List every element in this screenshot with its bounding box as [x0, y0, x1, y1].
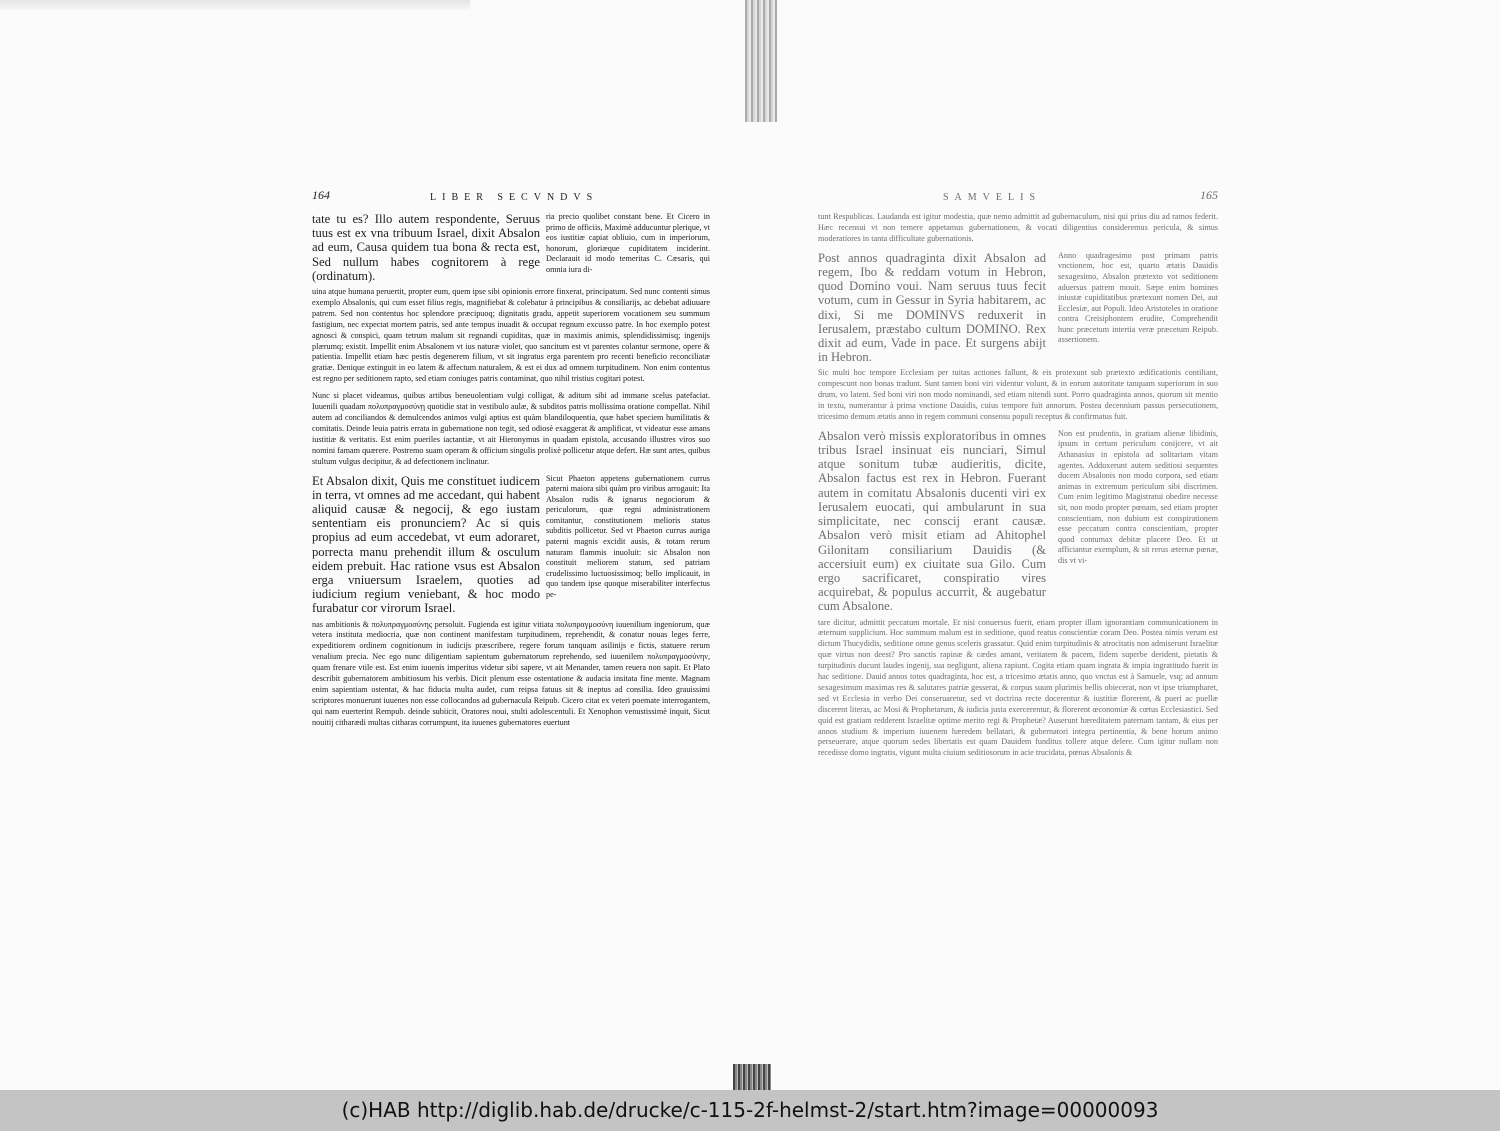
left-gloss-1: ria precio quolibet constant bene. Et Cicero in primo de officiis, Maximè adducuntur plerique, vt eos iustitiæ capiat obliuio, cum in imperiorum, honorum, gloriæque cupiditatem inciderint. Declarauit id modo temeritas C. Cæsaris, qui omnia iura di- [546, 212, 711, 274]
footer-credit: (c)HAB http://diglib.hab.de/drucke/c-115-2f-helmst-2/start.htm?image=00000093 [341, 1098, 1159, 1122]
left-commentary-3: nas ambitionis & πολυπραγμοσύνης persoluit. Fugienda est igitur vitiata πολυπραγμοσύνη iuuenilium ingeniorum, quæ vetera instituta mediocria, quæ non continent manifestam turpitudinem, reprehendit, & conatur nouas leges ferre, expeditiorem ordinem cognitionum in iudicijs præscribere, regere forum tanquam asilinijs e fictis, statuere rerum venalium precia. Nec ego nunc diligentiam sapientum gubernatorum reprehendo, sed iuuenilem πολυπραγμοσύνην, quam frenare vtile est. Est enim iuuenis imperitus videtur sibi sapere, vt ait Menander, tamen reuera non sapit. Et Plato describit gubernatorem ambitiosum his verbis. Dicit plenum esse ostentatione & audacia insitata fine mente. Magnam enim sapientiam ostentat, & hac fiducia multa audet, cum reipsa fatuus sit & ineptus ad consilia. Ideo grauissimi scriptores monuerunt iuuenes non esse collocandos ad gubernacula Reipub. Cicero citat ex veteri poemate interrogantem, qui nam euerterint Rempub. deinde subiicit, Oratores noui, stulti adolescentuli. Et Xenophon venustissimè inquit, Sicut nouitij citharædi multas citharas corrumpunt, ita iuuenes gubernatores euertunt [312, 619, 710, 727]
right-running-title: SAMVELIS [943, 192, 1042, 203]
right-commentary-2: Sic multi hoc tempore Ecclesiam per tuitas actiones fallunt, & eis protexunt sub prætexto ædificationis contiliant, compescunt non bonas tradunt. Sunt tamen boni viri videntur volunt, & in eorum autoritate tanquam superiorum in suo drum, vo latent. Sed boni viri non modo nominandi, sed etiam nitendi sunt. Porro quadraginta annos, quorum sit mentio in textu, numerantur à prima vnctione Dauidis, cuius tempore fuit annorum. Postea decennium passus persecutionem, tricesimo demum ætatis anno in regem communi consensu populi receptus & confirmatus fuit. [818, 368, 1218, 421]
scan-edge-strip [0, 0, 470, 10]
left-running-head [312, 190, 710, 212]
left-page-number: 164 [312, 188, 330, 202]
left-commentary-1: uina atque humana peruertit, propter eum, quem ipse sibi opinionis errore finxerat, principatum. Sed nunc contenti simus exemplo Absalonis, qui cum esset filius regis, magnifiebat & colebatur à principibus & consiliarijs, ac debebat adiuuare patrem. Sed non contentus hoc splendore præcipuoq; dignitatis gradu, appetit superiorem vocationem seu summum fastigium, nec expectat mortem patris, sed ante tempus inuadit & occupat regnum excusso patre. In hoc exemplo potest agnosci & conspici, quam tetrum malum sit regnandi cupiditas, quæ in maximis animis, splendidissimisq; ingenijs plærumq; existit. Impellit enim Absalonem vt ius naturæ violet, quo sancitum est vt parentes colantur sermone, opere & patientia. Impellit etiam hæc pestis degenerem filium, vt sit ingratus erga parentem pro recenti beneficio reconciliatæ gratiæ. Denique extinguit in eo latem & affectum naturalem, & est ei dux ad omnem turpitudinem. Non enim contentus est regno per seditionem rapto, sed etiam coniuges patris contaminat, quo nihil tristius cogitari potest. [312, 287, 710, 384]
left-block-2 [312, 474, 710, 616]
left-commentary-2: Nunc si placet videamus, quibus artibus beneuolentiam vulgi colligat, & aditum sibi ad immane scelus patefaciat. Iuuenili quadam πολυπραγμοσύνῃ quotidie stat in vestibulo aulæ, & subditos patris mollissima oratione compellat. Nihil autem ad conciliandos & demulcendos animos vulgi aptius est quàm blandiloquentia, quæ habet speciem humilitatis & comitatis. Deinde leuia patris errata in gubernatione non tegit, sed odiosè exaggerat & amplificat, vt videatur esse amans iustitiæ & veritatis. Est enim pueriles iactantiæ, vt ait Hieronymus in quadam epistola, accusando illustres viros suo nomini famam quærere. Postremo suam operam & officium singulis prolixè pollicetur atque defert. Hæ sunt artes, quibus stultum vulgus decipitur, & ad defectionem inclinatur. [312, 391, 710, 466]
left-block-1 [312, 212, 710, 283]
right-block-2 [818, 429, 1218, 614]
right-commentary-3: tare dicitur, admittit peccatum mortale. Et nisi conuersus fuerit, etiam propter illam ignorantiam communicationem in æternum supplicium. Hoc summum malum est in seditione, quod reatus conscientiæ coram Deo. Postea nimis verum est dictum Thucydidis, seditione omne genus sceleris grassatur. Quid enim turpitudinis & atrocitatis non admiserunt Israelitæ quæ virtus non deest? Pro sanctis rapinæ & cædes amant, veritatem & pacem, fidem superbe derident, pietatis & turpitudinis ducunt laudes ingenij, sua negligunt, aliena rapiunt. Cogita etiam quam ingrata & impia ingratitudo fuerit in hac seditione. Dauid annos totos quadraginta, hoc est, a tricesimo ætatis anno, quo vnctus est à Samuele, vsq; ad annum sexagesimum maximas res & salutares patriæ gesserat, & corpus suum plurimis bellis obiecerat, non vt ipse triumpharet, sed vt Ecclesia in verbo Dei conseruaretur, sed vt doctrina recte docerentur & iustitiæ florerent, & pueri ac puellæ discerent literas, ac Mosi & Prophetarum, & iudicia justa exercerentur, & florerent œconomiæ & cœtus Ecclesiastici. Sed quid est gratiam redderent Israelitæ optime merito regi & Prophetæ? Auserunt hæreditatem paternam tantam, & eius per annos studium & imperium iuuenem hæredem bellatari, & gubernatori integra pertinentia, & bene horum animo perseuerare, atque quorum sedes libertatis est quam Dauidem funditus tollere atque delere. Cum igitur nullam non recedisse domo ingratis, vigunt multa ciuium seditiosorum in acie trucidata, pœnas Absalonis & [818, 617, 1218, 758]
right-main-text-1: Post annos quadraginta dixit Absalon ad regem, Ibo & reddam votum in Hebron, quod Domino voui. Nam seruus tuus fecit votum, cum in Gessur in Syria habitarem, ac dixi, Si me DOMINVS reduxerit in Ierusalem, præstabo cultum DOMINO. Rex dixit ad eum, Vade in pace. Et surgens abijt in Hebron. [818, 250, 1046, 365]
left-running-title: LIBER SECVNDVS [430, 192, 599, 203]
left-page [312, 190, 710, 735]
right-running-head [818, 190, 1218, 212]
scan-bottom-mark [733, 1064, 771, 1090]
book-binding [745, 0, 777, 122]
footer-credit-bar [0, 1090, 1500, 1131]
right-page-number: 165 [1200, 188, 1218, 202]
right-block-1 [818, 251, 1218, 365]
right-gloss-1: Anno quadragesimo post primam patris vnctionem, hoc est, quarto ætatis Dauidis sexagesimo, Absalon prætexto vot seditionem aduersus patrem mouit. Sæpe enim homines iniustæ cupiditatibus prætexunt nomen Dei, aut Ecclesiæ, aut Populi. Ideo Aristoteles in oratione contra Creisiphontem erudite, Comprehendit hunc præcetum intertia veræ præcetum Reipub. assertionem. [1058, 250, 1218, 345]
right-main-text-2: Absalon verò missis exploratoribus in omnes tribus Israel insinuat eis nunciari, Simul atque sonitum tubæ audieritis, dicite, Absalon factus est rex in Hebron. Fuerant autem in comitatu Absalonis ducenti viri ex Ierusalem euocati, qui ambularunt in sua simplicitate, nec conscij erant causæ. Absalon verò misit etiam ad Ahitophel Gilonitam consiliarium Dauidis (& accersiuit eum) ex ciuitate sua Gilo. Cum ergo sacrificaret, conspiratio vires acquirebat, & populus accurrit, & augebatur cum Absalone. [818, 428, 1046, 614]
left-main-text-2: Et Absalon dixit, Quis me constituet iudicem in terra, vt omnes ad me accedant, qui habent aliquid causæ & negocij, & ego iustam sententiam eis pronunciem? Ac si quis propius ad eum accedebat, vt eum adoraret, porrecta manu prehendit illum & osculum eidem prebuit. Hac ratione vsus est Absalon erga vniuersum Israelem, quoties ad iudicium regium veniebant, & hoc modo furabatur cor virorum Israel. [312, 473, 540, 616]
left-main-text-1: tate tu es? Illo autem respondente, Seruus tuus est ex vna tribuum Israel, dixit Absalon ad eum, Causa quidem tua bona & recta est, Sed nullum habes cognitorem à rege (ordinatum). [312, 212, 540, 283]
left-gloss-2: Sicut Phaeton appetens gubernationem currus paterni maiora sibi quàm pro viribus arrogauit: Ita Absalon rudis & ignarus negociorum & periculorum, quæ regni administrationem comitantur, constitutionem melioris status subditis pollicetur. Sed vt Phaeton currus auriga paterni magnis excidit ausis, & totam rerum naturam flammis inuoluit: sic Absalon non constituit meliorem statum, sed patriam crudelissimo luctuosissimoq; bello implicauit, in quo tandem ipse quoque miserabiliter interfectus pe- [546, 473, 710, 600]
right-gloss-2: Non est prudentis, in gratiam alienæ libidinis, ipsum in certum periculum conijcere, vt ait Athanasius in epistola ad solitariam vitam agentes. Adduxerunt autem seditiosi sequentes ducem Absalonis non modo corpora, sed etiam animas in extremum periculum sibi discrimen. Cum enim legitimo Magistratui obedire necesse sit, non modo propter pœnam, sed etiam propter conscientiam, non dubium est conspirationem esse peccatum contra conscientiam, propter quod contumax debitæ placere Deo. Et ut afficiantur exemplum, & sit rerus æternæ pœnæ, dis vt vi- [1058, 428, 1218, 565]
right-page [818, 190, 1218, 765]
right-commentary-1: tunt Respublicas. Laudanda est igitur modestia, quæ nemo admittit ad gubernaculum, nisi qui prius diu ad ramos federit. Hæc recensui vt non temere appetamus gubernationem, & vocati diligentius consideremus pericula, & simus moderatiores in tanta difficultate gubernationis. [818, 212, 1218, 243]
